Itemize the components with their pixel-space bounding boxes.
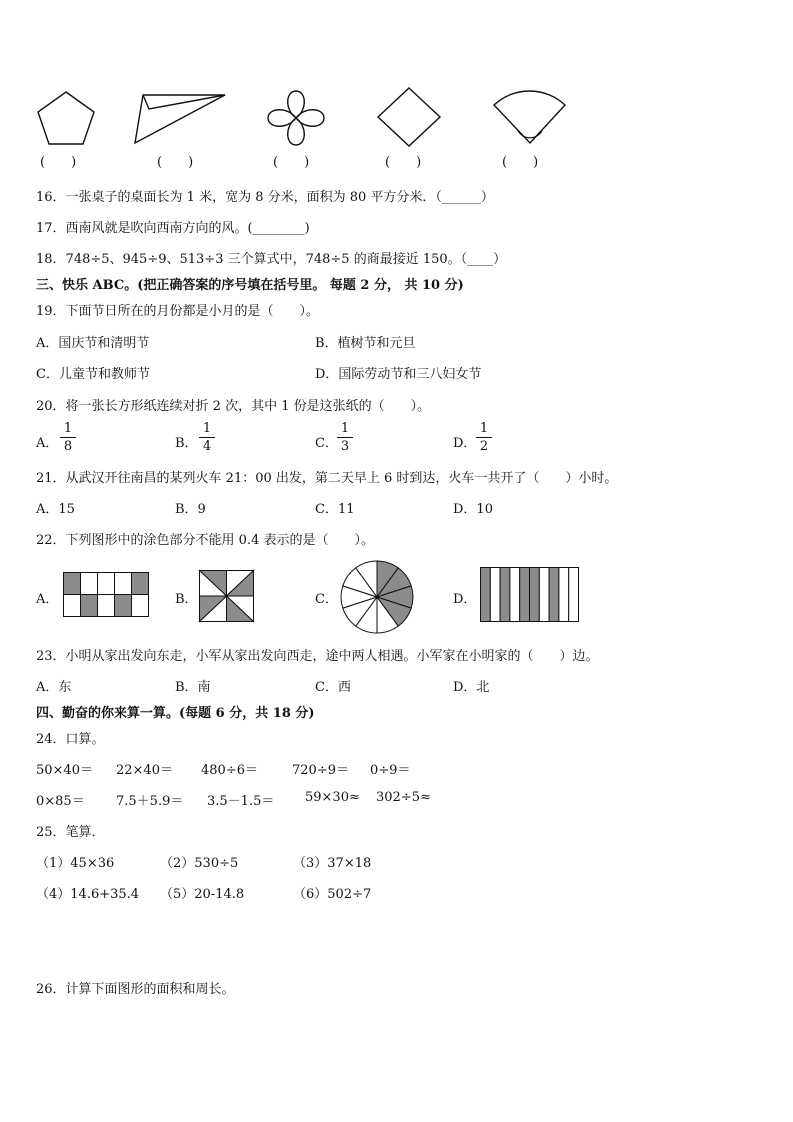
denominator: 2 — [479, 439, 489, 454]
question-21-option-c[interactable]: C．11 — [315, 502, 355, 517]
written-calc-item: （5）20-14.8 — [160, 887, 245, 902]
question-23-option-d[interactable]: D．北 — [453, 680, 490, 695]
question-20-fraction-d — [476, 421, 492, 454]
denominator: 8 — [63, 439, 73, 454]
shape-blank-2[interactable]: ( ) — [157, 155, 194, 170]
mental-math-item: 480÷6＝ — [201, 763, 258, 778]
question-20-fraction-c — [337, 421, 353, 454]
question-19-option-b[interactable]: B．植树节和元旦 — [315, 336, 416, 351]
numerator: 1 — [479, 421, 489, 436]
numerator: 1 — [63, 421, 73, 436]
numerator: 1 — [202, 421, 212, 436]
section-4-heading: 四、勤奋的你来算一算。(每题 6 分，共 18 分) — [36, 706, 315, 721]
mental-math-item: 720÷9＝ — [292, 763, 349, 778]
question-22-label-b[interactable]: B． — [175, 592, 198, 607]
mental-math-item: 59×30≈ — [305, 790, 360, 805]
mental-math-item: 50×40＝ — [36, 763, 93, 778]
pentagon-shape — [36, 90, 96, 146]
grid-figure-a — [63, 572, 149, 618]
question-23-option-c[interactable]: C．西 — [315, 680, 351, 695]
shape-blank-3[interactable]: ( ) — [273, 155, 310, 170]
mental-math-item: 0÷9＝ — [370, 763, 411, 778]
question-24-stem: 24．口算。 — [36, 732, 105, 747]
question-19-option-a[interactable]: A．国庆节和清明节 — [36, 336, 150, 351]
question-22-stem: 22．下列图形中的涂色部分不能用 0.4 表示的是（ ）。 — [36, 533, 374, 548]
written-calc-item: （2）530÷5 — [160, 856, 239, 871]
question-25-stem: 25．笔算． — [36, 825, 105, 840]
triangle-shape — [133, 93, 228, 145]
written-calc-item: （1）45×36 — [36, 856, 115, 871]
written-calc-item: （3）37×18 — [293, 856, 372, 871]
question-26: 26．计算下面图形的面积和周长。 — [36, 982, 235, 997]
question-21-option-a[interactable]: A．15 — [36, 502, 75, 517]
question-19-option-c[interactable]: C．儿童节和教师节 — [36, 367, 150, 382]
question-19-stem: 19．下面节日所在的月份都是小月的是（ ）。 — [36, 304, 320, 319]
denominator: 3 — [340, 439, 350, 454]
question-21-stem: 21．从武汉开往南昌的某列火车 21：00 出发，第二天早上 6 时到达，火车一共开了（ ）小时。 — [36, 471, 618, 486]
shape-blank-4[interactable]: ( ) — [385, 155, 422, 170]
question-23-stem: 23．小明从家出发向东走，小军从家出发向西走，途中两人相遇。小军家在小明家的（ ）边。 — [36, 649, 599, 664]
question-22-label-c[interactable]: C． — [315, 592, 338, 607]
question-19-option-d[interactable]: D．国际劳动节和三八妇女节 — [315, 367, 482, 382]
question-20-label-a[interactable]: A． — [36, 436, 59, 451]
four-leaf-shape — [266, 89, 326, 147]
question-21-option-b[interactable]: B．9 — [175, 502, 206, 517]
rhombus-shape — [376, 86, 442, 148]
question-22-label-d[interactable]: D． — [453, 592, 477, 607]
mental-math-item: 0×85＝ — [36, 794, 85, 809]
question-17: 17．西南风就是吹向西南方向的风。(________) — [36, 221, 310, 236]
numerator: 1 — [340, 421, 350, 436]
written-calc-item: （6）502÷7 — [293, 887, 372, 902]
question-20-label-c[interactable]: C． — [315, 436, 338, 451]
shape-blank-1[interactable]: ( ) — [40, 155, 77, 170]
question-20-label-b[interactable]: B． — [175, 436, 198, 451]
written-calc-item: （4）14.6+35.4 — [36, 887, 140, 902]
question-21-option-d[interactable]: D．10 — [453, 502, 493, 517]
square-figure-b — [199, 570, 255, 622]
fan-shape — [490, 88, 568, 146]
shape-blank-5[interactable]: ( ) — [502, 155, 539, 170]
question-23-option-a[interactable]: A．东 — [36, 680, 72, 695]
question-22-label-a[interactable]: A． — [36, 592, 59, 607]
question-20-fraction-a — [60, 421, 76, 454]
mental-math-item: 302÷5≈ — [376, 790, 431, 805]
question-20-fraction-b — [199, 421, 215, 454]
question-20-label-d[interactable]: D． — [453, 436, 477, 451]
question-16: 16．一张桌子的桌面长为 1 米，宽为 8 分米，面积为 80 平方分米．（______） — [36, 190, 494, 205]
mental-math-item: 3.5－1.5＝ — [207, 794, 275, 809]
circle-figure-c — [340, 560, 414, 634]
strip-figure-d — [480, 567, 580, 623]
question-23-option-b[interactable]: B．南 — [175, 680, 211, 695]
mental-math-item: 22×40＝ — [116, 763, 173, 778]
question-20-stem: 20．将一张长方形纸连续对折 2 次，其中 1 份是这张纸的（ ）。 — [36, 399, 431, 414]
mental-math-item: 7.5＋5.9＝ — [116, 794, 184, 809]
denominator: 4 — [202, 439, 212, 454]
section-3-heading: 三、快乐 ABC。(把正确答案的序号填在括号里。 每题 2 分， 共 10 分) — [36, 278, 464, 293]
question-18: 18．748÷5、945÷9、513÷3 三个算式中，748÷5 的商最接近 150。（____） — [36, 252, 507, 267]
